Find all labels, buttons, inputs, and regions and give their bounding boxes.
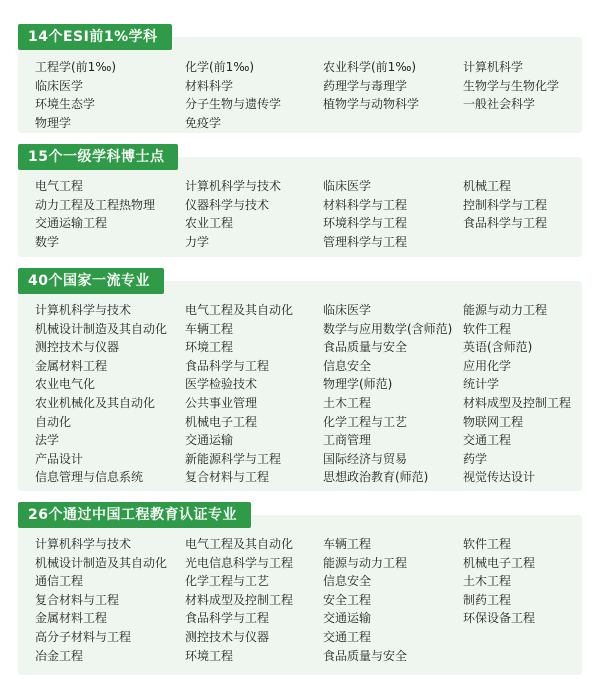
list-item: 统计学 [463, 377, 500, 392]
list-item: 能源与动力工程 [323, 555, 408, 570]
list-item: 思想政治教育(师范) [323, 470, 429, 485]
discipline-grid [35, 58, 582, 132]
accredited-major-grid [35, 535, 582, 665]
list-item: 高分子材料与工程 [35, 629, 132, 644]
list-item: 材料科学与工程 [323, 197, 408, 212]
section-title: 14个ESI前1%学科 [18, 24, 172, 50]
list-item: 计算机科学与技术 [35, 537, 132, 551]
list-item: 机械工程 [463, 179, 512, 193]
list-item: 信息管理与信息系统 [35, 470, 144, 485]
list-item: 测控技术与仪器 [35, 340, 120, 355]
list-item: 仪器科学与技术 [185, 197, 270, 212]
list-item [323, 114, 463, 133]
list-item: 电气工程及其自动化 [185, 303, 294, 317]
list-item: 交通运输 [185, 433, 234, 448]
list-item: 农业电气化 [35, 377, 96, 392]
list-item: 英语(含师范) [463, 340, 533, 355]
list-item: 药学 [463, 451, 488, 466]
list-item: 交通运输工程 [35, 216, 108, 231]
list-item: 通信工程 [35, 574, 84, 589]
major-grid [35, 301, 582, 487]
list-item: 物理学(师范) [323, 377, 393, 392]
list-item: 机械设计制造及其自动化 [35, 321, 168, 336]
list-item: 机械电子工程 [185, 414, 258, 429]
list-item: 农业工程 [185, 216, 234, 231]
list-item: 土木工程 [463, 574, 512, 589]
list-item: 产品设计 [35, 451, 84, 466]
list-item: 化学(前1‰) [185, 60, 255, 74]
list-item: 材料科学 [185, 78, 234, 93]
list-item: 机械设计制造及其自动化 [35, 555, 168, 570]
list-item: 力学 [185, 234, 210, 249]
section-title: 40个国家一流专业 [18, 268, 164, 294]
list-item: 金属材料工程 [35, 358, 108, 373]
list-item: 车辆工程 [185, 321, 234, 336]
list-item: 复合材料与工程 [185, 470, 270, 485]
list-item: 冶金工程 [35, 648, 84, 663]
list-item: 农业科学(前1‰) [323, 60, 417, 74]
list-item: 电气工程及其自动化 [185, 537, 294, 551]
list-item: 计算机科学与技术 [185, 179, 282, 193]
list-item: 材料成型及控制工程 [185, 592, 294, 607]
list-item: 能源与动力工程 [463, 303, 548, 317]
list-item: 材料成型及控制工程 [463, 395, 572, 410]
list-item: 电气工程 [35, 179, 84, 193]
list-item: 食品科学与工程 [185, 611, 270, 626]
list-item: 化学工程与工艺 [185, 574, 270, 589]
list-item [463, 233, 582, 252]
list-item: 工商管理 [323, 433, 372, 448]
list-item: 金属材料工程 [35, 611, 108, 626]
list-item: 信息安全 [323, 574, 372, 589]
list-item: 生物学与生物化学 [463, 78, 560, 93]
list-item: 环境生态学 [35, 97, 96, 112]
list-item: 信息安全 [323, 358, 372, 373]
list-item: 食品科学与工程 [463, 216, 548, 231]
list-item: 土木工程 [323, 395, 372, 410]
section-title: 26个通过中国工程教育认证专业 [18, 502, 251, 528]
list-item: 环保设备工程 [463, 611, 536, 626]
list-item: 食品科学与工程 [185, 358, 270, 373]
list-item: 计算机科学与技术 [35, 303, 132, 317]
list-item: 管理科学与工程 [323, 234, 408, 249]
list-item: 制药工程 [463, 592, 512, 607]
program-grid [35, 177, 582, 251]
list-item [463, 628, 582, 647]
list-item: 国际经济与贸易 [323, 451, 408, 466]
list-item: 一般社会科学 [463, 97, 536, 112]
list-item: 测控技术与仪器 [185, 629, 270, 644]
list-item: 物联网工程 [463, 414, 524, 429]
list-item: 环境工程 [185, 648, 234, 663]
list-item: 法学 [35, 433, 60, 448]
list-item: 临床医学 [35, 78, 84, 93]
list-item: 药理学与毒理学 [323, 78, 408, 93]
list-item: 植物学与动物科学 [323, 97, 420, 112]
list-item [463, 647, 582, 666]
list-item: 数学与应用数学(含师范) [323, 321, 453, 336]
list-item: 农业机械化及其自动化 [35, 395, 156, 410]
list-item: 新能源科学与工程 [185, 451, 282, 466]
list-item: 自动化 [35, 414, 72, 429]
list-item: 环境工程 [185, 340, 234, 355]
list-item: 交通运输 [323, 611, 372, 626]
list-item: 医学检验技术 [185, 377, 258, 392]
list-item: 工程学(前1‰) [35, 60, 117, 74]
list-item: 视觉传达设计 [463, 470, 536, 485]
list-item: 环境科学与工程 [323, 216, 408, 231]
list-item: 化学工程与工艺 [323, 414, 408, 429]
list-item: 交通工程 [323, 629, 372, 644]
section-title: 15个一级学科博士点 [18, 144, 178, 170]
list-item: 计算机科学 [463, 60, 524, 74]
list-item: 分子生物与遗传学 [185, 97, 282, 112]
list-item: 机械电子工程 [463, 555, 536, 570]
list-item: 光电信息科学与工程 [185, 555, 294, 570]
list-item: 食品质量与安全 [323, 648, 408, 663]
list-item: 车辆工程 [323, 537, 372, 551]
list-item: 软件工程 [463, 321, 512, 336]
list-item: 食品质量与安全 [323, 340, 408, 355]
list-item: 临床医学 [323, 179, 372, 193]
list-item: 临床医学 [323, 303, 372, 317]
list-item: 物理学 [35, 115, 72, 130]
list-item: 数学 [35, 234, 60, 249]
list-item [463, 114, 582, 133]
list-item: 安全工程 [323, 592, 372, 607]
list-item: 控制科学与工程 [463, 197, 548, 212]
list-item: 复合材料与工程 [35, 592, 120, 607]
list-item: 公共事业管理 [185, 395, 258, 410]
list-item: 交通工程 [463, 433, 512, 448]
list-item: 应用化学 [463, 358, 512, 373]
list-item: 动力工程及工程热物理 [35, 197, 156, 212]
list-item: 免疫学 [185, 115, 222, 130]
list-item: 软件工程 [463, 537, 512, 551]
